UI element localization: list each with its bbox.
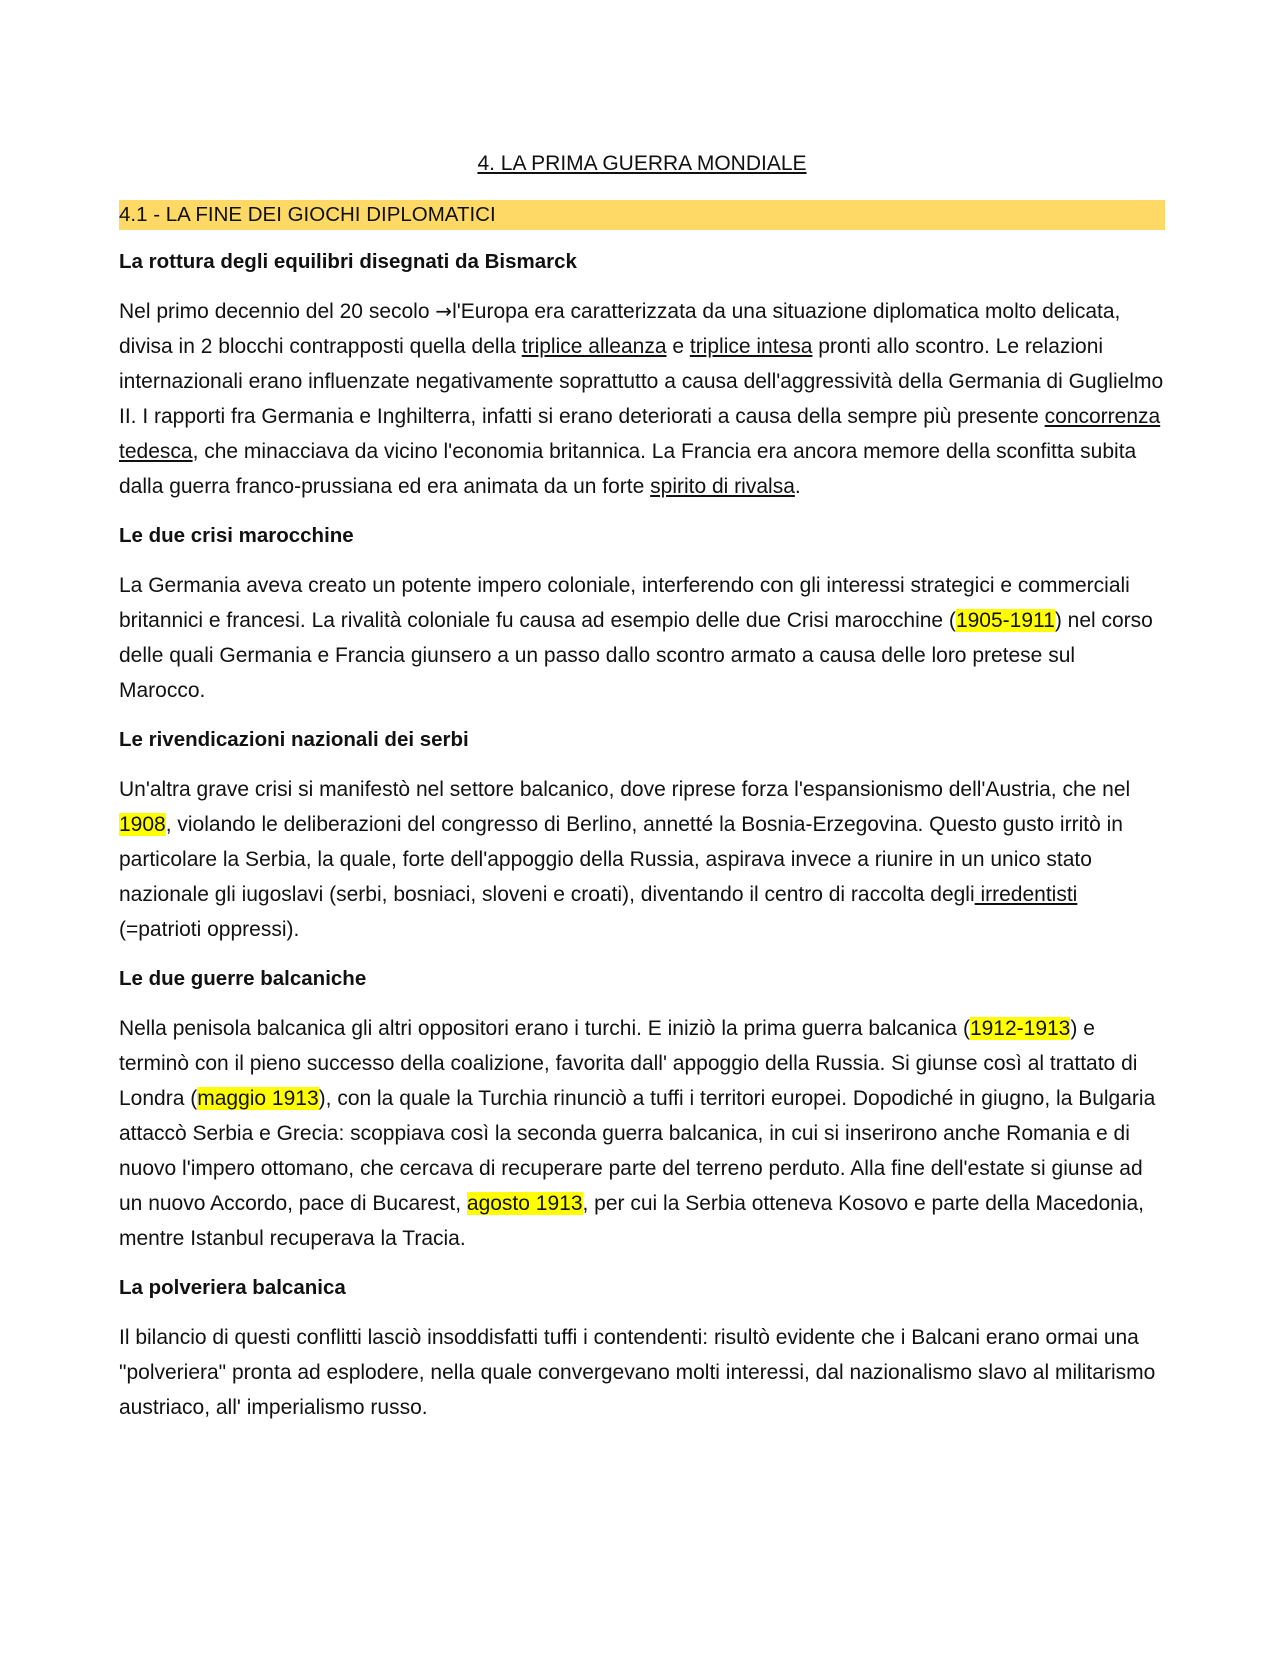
underlined-term: triplice alleanza: [521, 335, 667, 358]
paragraph-crisi-marocchine: La Germania aveva creato un potente impero coloniale, interferendo con gli interessi strategici e commerciali britannici e francesi. La rivalità coloniale fu causa ad esempio delle due Crisi marocchine (1905-1911) nel corso delle quali Germania e Francia giunsero a un passo dallo scontro armato a causa delle loro pretese sul Marocco.: [119, 574, 1153, 702]
subheading-guerre-balcaniche: Le due guerre balcaniche: [119, 967, 367, 990]
underlined-term: irredentisti: [974, 883, 1078, 906]
paragraph-bismarck: Nel primo decennio del 20 secolo →l'Europa era caratterizzata da una situazione diplomatica molto delicata, divisa in 2 blocchi contrapposti quella della triplice alleanza e triplice intesa pronti allo scontro. Le relazioni internazionali erano influenzate negativamente soprattutto a causa dell'aggressività della Germania di Guglielmo II. I rapporti fra Germania e Inghilterra, infatti si erano deteriorati a causa della sempre più presente concorrenza tedesca, che minacciava da vicino l'economia britannica. La Francia era ancora memore della sconfitta subita dalla guerra franco-prussiana ed era animata da un forte spirito di rivalsa.: [119, 299, 1164, 498]
section-heading: 4.1 - LA FINE DEI GIOCHI DIPLOMATICI: [119, 200, 1165, 230]
underlined-term: triplice intesa: [689, 335, 813, 358]
paragraph-guerre-balcaniche: Nella penisola balcanica gli altri oppositori erano i turchi. E iniziò la prima guerra balcanica (1912-1913) e terminò con il pieno successo della coalizione, favorita dall' appoggio della Russia. Si giunse così al trattato di Londra (maggio 1913), con la quale la Turchia rinunciò a tuffi i territori europei. Dopodiché in giugno, la Bulgaria attaccò Serbia e Grecia: scoppiava così la seconda guerra balcanica, in cui si inserirono anche Romania e di nuovo l'impero ottomano, che cercava di recuperare parte del terreno perduto. Alla fine dell'estate si giunse ad un nuovo Accordo, pace di Bucarest, agosto 1913, per cui la Serbia otteneva Kosovo e parte della Macedonia, mentre Istanbul recuperava la Tracia.: [119, 1017, 1156, 1250]
document-content: [119, 150, 1165, 1425]
underlined-term: spirito di rivalsa: [650, 475, 795, 498]
highlighted-date: maggio 1913: [197, 1087, 319, 1110]
highlighted-date: 1905-1911: [955, 609, 1055, 632]
paragraph-polveriera: Il bilancio di questi conflitti lasciò insoddisfatti tuffi i contendenti: risultò evidente che i Balcani erano ormai una "polveriera" pronta ad esplodere, nella quale convergevano molti interessi, dal nazionalismo slavo al militarismo austriaco, all' imperialismo russo.: [119, 1326, 1156, 1419]
subheading-crisi-marocchine: Le due crisi marocchine: [119, 524, 354, 547]
right-arrow-icon: →: [435, 299, 453, 323]
subheading-bismarck: La rottura degli equilibri disegnati da Bismarck: [119, 250, 577, 273]
subheading-serbi: Le rivendicazioni nazionali dei serbi: [119, 728, 469, 751]
highlighted-date: agosto 1913: [466, 1192, 583, 1215]
paragraph-serbi: Un'altra grave crisi si manifestò nel settore balcanico, dove riprese forza l'espansionismo dell'Austria, che nel 1908, violando le deliberazioni del congresso di Berlino, annetté la Bosnia-Erzegovina. Questo gusto irritò in particolare la Serbia, la quale, forte dell'appoggio della Russia, aspirava invece a riunire in un unico stato nazionale gli iugoslavi (serbi, bosniaci, sloveni e croati), diventando il centro di raccolta degli irredentisti (=patrioti oppressi).: [119, 778, 1131, 941]
underlined-term: concorrenza tedesca: [119, 405, 1161, 463]
highlighted-date: 1912-1913: [969, 1017, 1071, 1040]
page-title: 4. LA PRIMA GUERRA MONDIALE: [477, 152, 807, 175]
subheading-polveriera: La polveriera balcanica: [119, 1276, 346, 1299]
highlighted-date: 1908: [119, 813, 166, 836]
